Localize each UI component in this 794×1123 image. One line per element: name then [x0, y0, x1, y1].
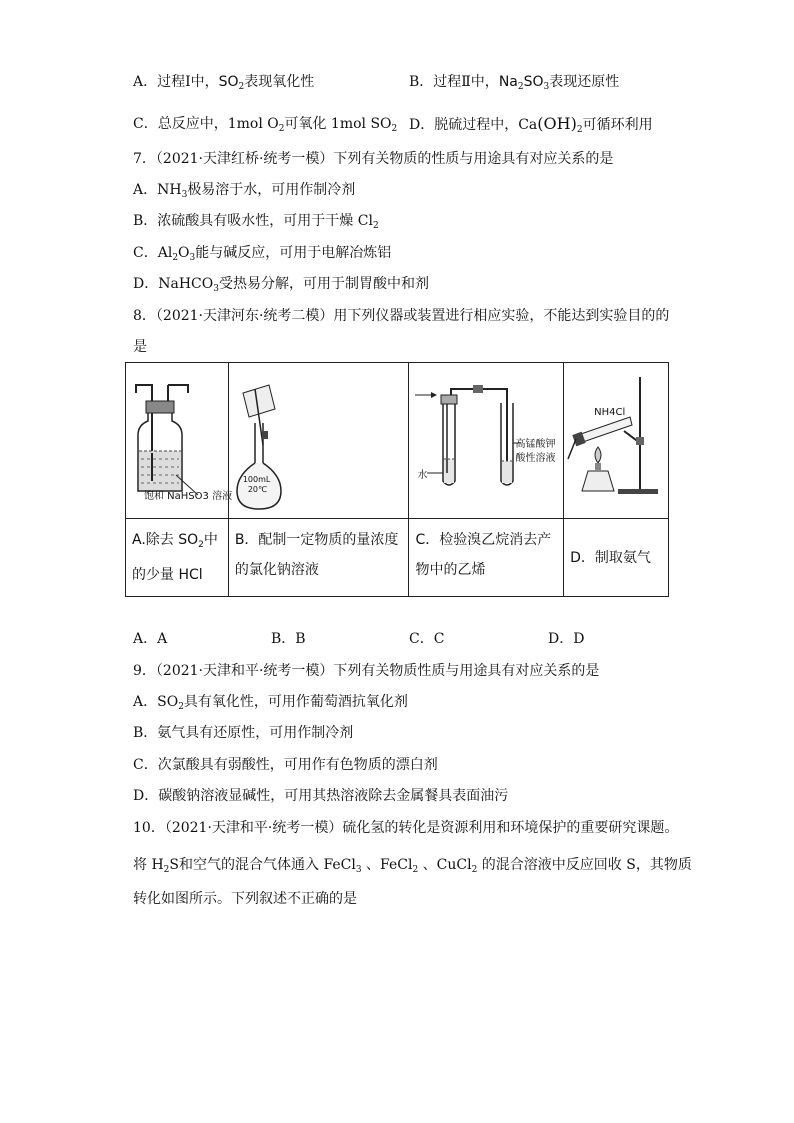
q7-option-d: D．NaHCO$_3$受热易分解，可用于制胃酸中和剂 [133, 276, 429, 294]
label-20c: 20℃ [247, 485, 267, 494]
volumetric-flask-figure [229, 363, 409, 518]
q10-line1: 10．（2021·天津和平·统考一模）硫化氢的转化是资源利用和环境保护的重要研究课题。 [133, 820, 679, 836]
q8-stem-line2: 是 [133, 339, 147, 355]
q8-apparatus-table [125, 362, 669, 597]
apparatus-d-cell [564, 363, 669, 519]
q6-option-c: C．总反应中，1mol $O_2$可氧化 1mol $SO_2$ [133, 116, 398, 134]
q9-option-a: A．$SO_2$具有氧化性，可用作葡萄酒抗氧化剂 [133, 694, 408, 712]
caption-c: C．检验溴乙烷消去产 物中的乙烯 [409, 519, 564, 597]
gas-washing-bottle-figure [126, 363, 233, 518]
caption-a: A.除去 $SO_2$中 的少量 HCl [126, 519, 229, 597]
q8-answer-a: A．A [133, 631, 168, 647]
apparatus-c-cell [409, 363, 564, 519]
q7-stem: 7．（2021·天津红桥·统考一模）下列有关物质的性质与用途具有对应关系的是 [133, 151, 614, 167]
label-kmno4-1: 高锰酸钾 [515, 439, 556, 450]
label-nahso3: 饱和 NaHSO3 溶液 [144, 491, 233, 502]
q7-option-a: A．$NH_3$极易溶于水，可用作制冷剂 [133, 182, 356, 200]
test-tubes-figure [409, 363, 563, 518]
label-kmno4-2: 酸性溶液 [515, 453, 556, 464]
q8-answer-d: D．D [548, 631, 585, 647]
ammonia-prep-figure [564, 363, 668, 518]
q10-line3: 转化如图所示。下列叙述不正确的是 [133, 891, 357, 907]
q7-option-c: C．$Al_2O_3$能与碱反应，可用于电解冶炼铝 [133, 245, 392, 263]
caption-d: D．制取氨气 [564, 519, 669, 597]
caption-b: B．配制一定物质的量浓度 的氯化钠溶液 [228, 519, 409, 597]
q6-option-a: A．过程Ⅰ中，$SO_2$表现氧化性 [133, 74, 315, 92]
label-100ml: 100mL [242, 475, 271, 484]
q6-option-b: B．过程Ⅱ中，$Na_2SO_3$表现还原性 [409, 74, 620, 92]
q9-option-c: C．次氯酸具有弱酸性，可用作有色物质的漂白剂 [133, 757, 438, 773]
apparatus-b-cell [228, 363, 409, 519]
q9-option-d: D．碳酸钠溶液显碱性，可用其热溶液除去金属餐具表面油污 [133, 788, 509, 804]
q8-stem-line1: 8．（2021·天津河东·统考二模）用下列仪器或装置进行相应实验，不能达到实验目的的 [133, 308, 670, 324]
label-nh4cl: NH4Cl [594, 407, 626, 418]
q6-option-d: D．脱硫过程中，$Ca(OH)_2$可循环利用 [409, 114, 653, 135]
label-water: 水 [417, 470, 428, 481]
apparatus-a-cell [126, 363, 233, 519]
q10-line2: 将 $H_2S$和空气的混合气体通入 FeCl$_3$ 、FeCl$_2$ 、CuCl$_2$ 的混合溶液中反应回收 S，其物质 [133, 857, 692, 875]
q8-answer-b: B．B [271, 631, 306, 647]
q9-stem: 9．（2021·天津和平·统考一模）下列有关物质性质与用途具有对应关系的是 [133, 663, 600, 679]
q9-option-b: B．氨气具有还原性，可用作制冷剂 [133, 725, 354, 741]
q8-answer-c: C．C [409, 631, 445, 647]
q7-option-b: B．浓硫酸具有吸水性，可用于干燥 $Cl_2$ [133, 213, 379, 231]
